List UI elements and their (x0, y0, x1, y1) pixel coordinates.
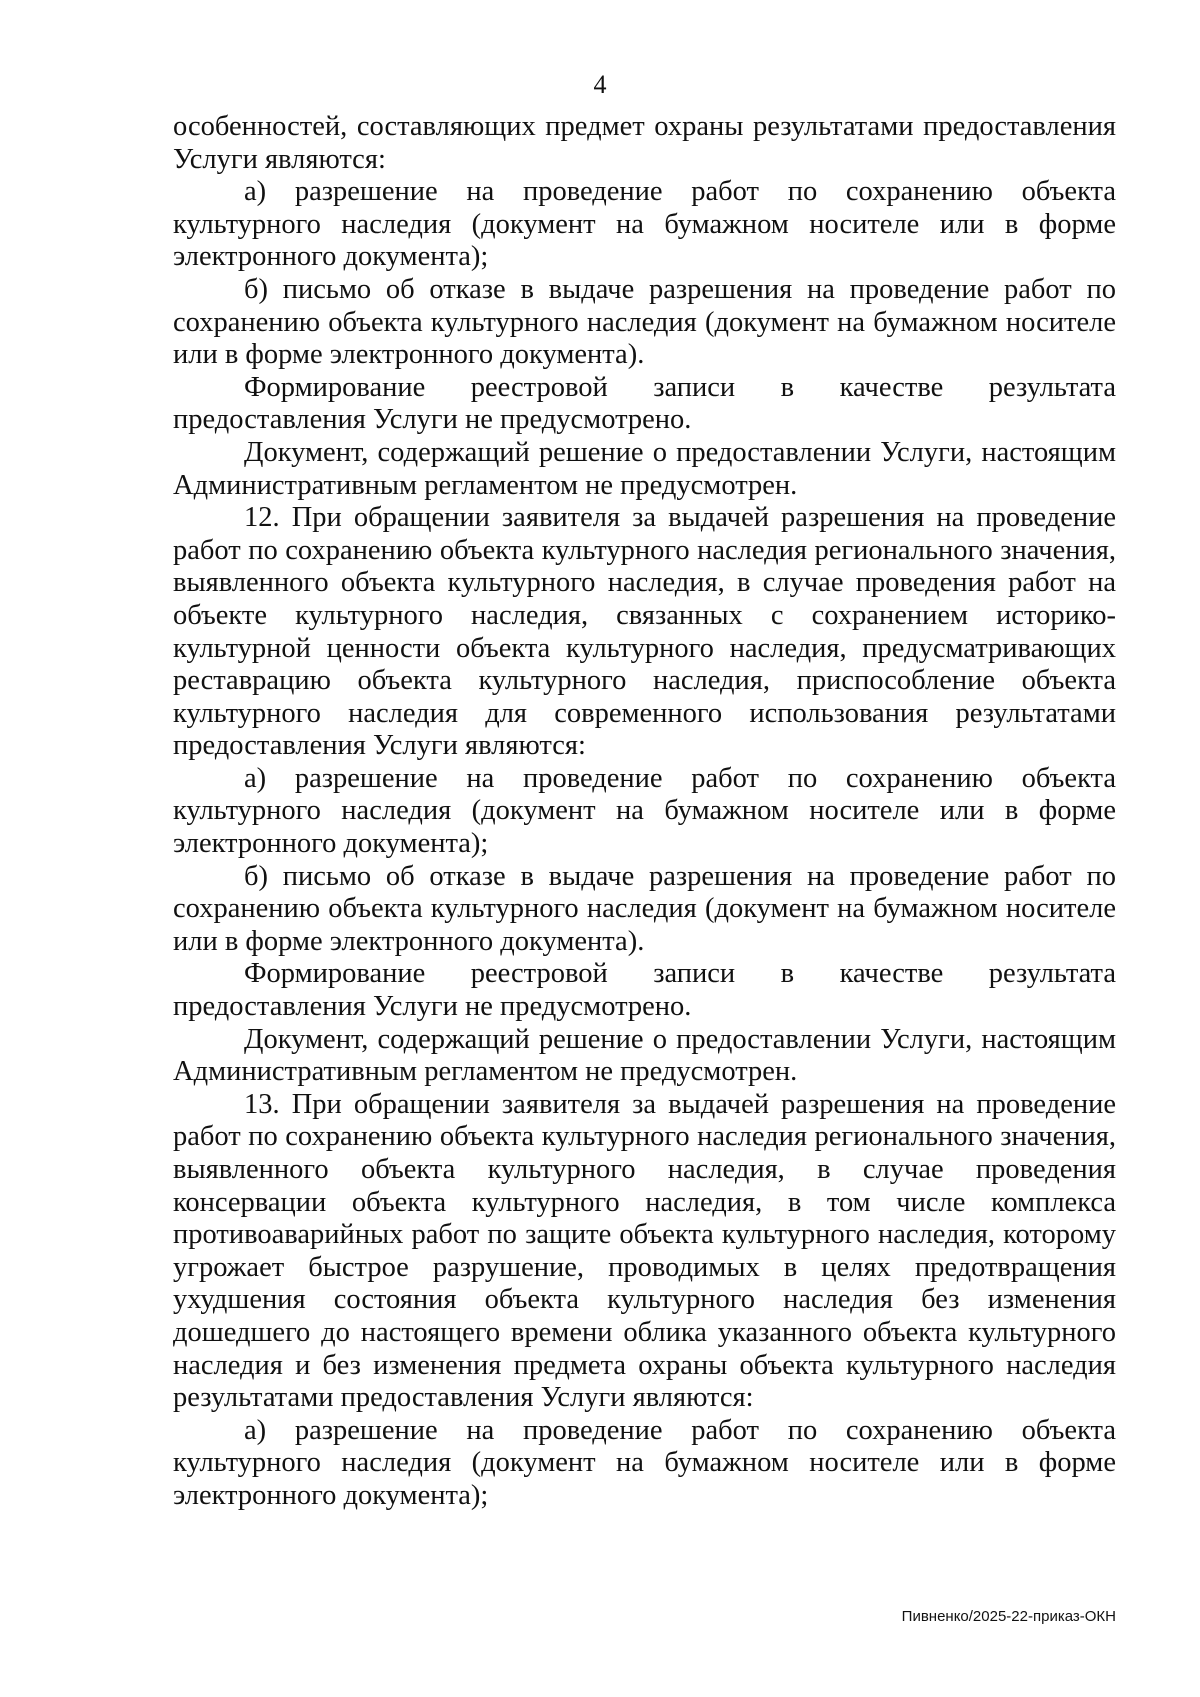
paragraph-decision-note: Документ, содержащий решение о предоставлении Услуги, настоящим Административным регламентом не предусмотрен. (173, 436, 1116, 501)
paragraph-item-a: а) разрешение на проведение работ по сохранению объекта культурного наследия (документ на бумажном носителе или в форме электронного документа); (173, 762, 1116, 860)
paragraph-registry-note: Формирование реестровой записи в качестве результата предоставления Услуги не предусмотрено. (173, 371, 1116, 436)
paragraph-clause-12: 12. При обращении заявителя за выдачей разрешения на проведение работ по сохранению объекта культурного наследия регионального значения, выявленного объекта культурного наследия, в случае проведения работ на объекте культурного наследия, связанных с сохранением историко-культурной ценности объекта культурного наследия, предусматривающих реставрацию объекта культурного наследия, приспособление объекта культурного наследия для современного использования результатами предоставления Услуги являются: (173, 502, 1116, 762)
paragraph-item-a: а) разрешение на проведение работ по сохранению объекта культурного наследия (документ на бумажном носителе или в форме электронного документа); (173, 176, 1116, 273)
page-number: 4 (593, 70, 607, 99)
paragraph-item-b: б) письмо об отказе в выдаче разрешения на проведение работ по сохранению объекта культурного наследия (документ на бумажном носителе или в форме электронного документа). (173, 273, 1116, 371)
paragraph-item-a: а) разрешение на проведение работ по сохранению объекта культурного наследия (документ на бумажном носителе или в форме электронного документа); (173, 1414, 1116, 1511)
paragraph-registry-note: Формирование реестровой записи в качестве результата предоставления Услуги не предусмотрено. (173, 958, 1116, 1023)
paragraph-item-b: б) письмо об отказе в выдаче разрешения на проведение работ по сохранению объекта культурного наследия (документ на бумажном носителе или в форме электронного документа). (173, 860, 1116, 957)
document-body (173, 111, 1116, 1513)
footer-document-code: Пивненко/2025-22-приказ-ОКН (901, 1608, 1116, 1625)
paragraph-decision-note: Документ, содержащий решение о предоставлении Услуги, настоящим Административным регламентом не предусмотрен. (173, 1023, 1116, 1088)
paragraph-clause-13: 13. При обращении заявителя за выдачей разрешения на проведение работ по сохранению объекта культурного наследия регионального значения, выявленного объекта культурного наследия, в случае проведения консервации объекта культурного наследия, в том числе комплекса противоаварийных работ по защите объекта культурного наследия, которому угрожает быстрое разрушение, проводимых в целях предотвращения ухудшения состояния объекта культурного наследия без изменения дошедшего до настоящего времени облика указанного объекта культурного наследия и без изменения предмета охраны объекта культурного наследия результатами предоставления Услуги являются: (173, 1088, 1116, 1414)
paragraph-continuation: особенностей, составляющих предмет охраны результатами предоставления Услуги являются: (173, 111, 1116, 175)
